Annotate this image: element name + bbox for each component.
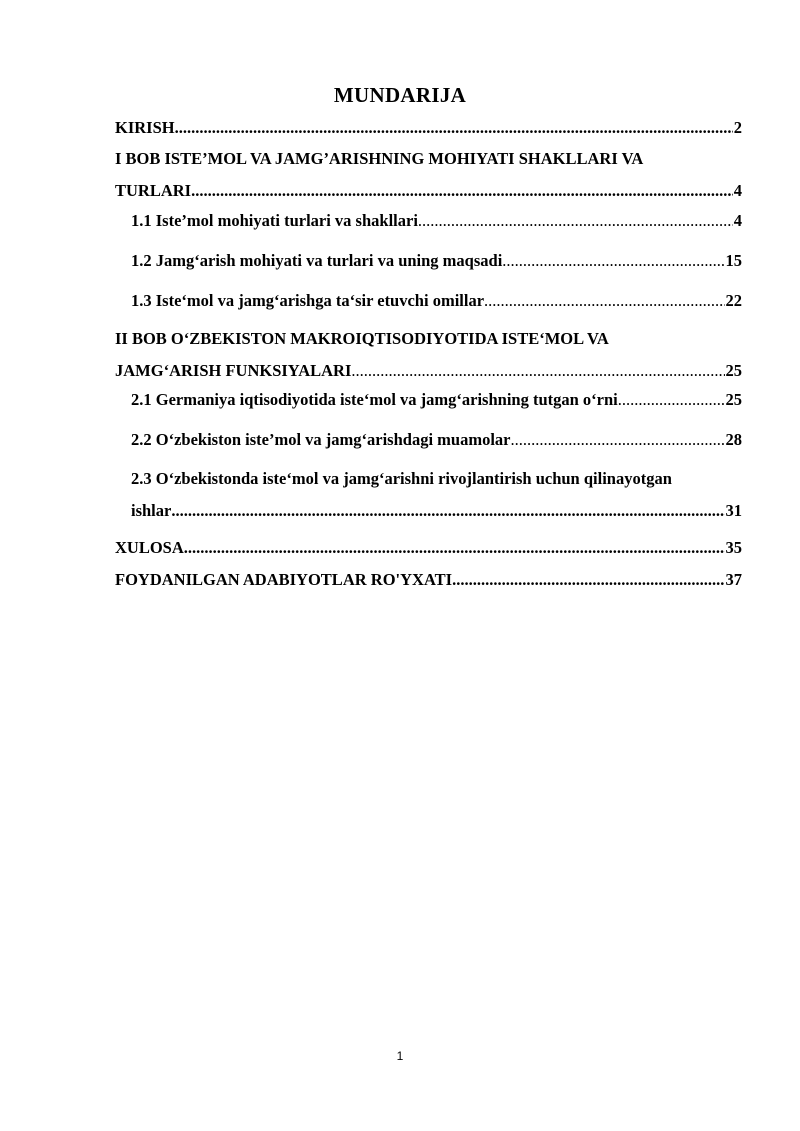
toc-entry-page: 28 <box>725 430 742 449</box>
toc-entry-page: 31 <box>725 501 742 520</box>
dot-leader <box>484 291 724 311</box>
toc-chapter-2-line2[interactable] <box>115 361 742 381</box>
dot-leader <box>175 118 733 138</box>
toc-chapter-1-line1[interactable]: I BOB ISTE’MOL VA JAMG’ARISHNING MOHIYATI SHAKLLARI VA <box>115 149 644 168</box>
toc-section-1-1[interactable] <box>115 211 742 231</box>
toc-section-2-3-line2[interactable] <box>115 501 742 521</box>
toc-entry-page: 2 <box>733 118 742 137</box>
dot-leader <box>452 570 724 590</box>
toc-entry-page: 22 <box>725 291 742 310</box>
toc-section-1-3[interactable] <box>115 291 742 311</box>
dot-leader <box>351 361 724 381</box>
toc-entry-text: XULOSA <box>115 538 184 557</box>
dot-leader <box>171 501 724 521</box>
toc-chapter-1-line2[interactable] <box>115 181 742 201</box>
toc-entry-page: 15 <box>725 251 742 270</box>
toc-entry-text: TURLARI <box>115 181 192 200</box>
toc-entry-page: 35 <box>725 538 742 557</box>
toc-entry-page: 4 <box>733 211 742 230</box>
toc-entry-text: 2.1 Germaniya iqtisodiyotida iste‘mol va jamg‘arishning tutgan o‘rni <box>131 390 618 409</box>
toc-chapter-2-line1[interactable]: II BOB O‘ZBEKISTON MAKROIQTISODIYOTIDA ISTE‘MOL VA <box>115 329 609 348</box>
toc-entry-references[interactable] <box>115 570 742 590</box>
toc-entry-page: 37 <box>725 570 742 589</box>
dot-leader <box>191 181 733 201</box>
dot-leader <box>502 251 724 271</box>
toc-entry-text: JAMG‘ARISH FUNKSIYALARI <box>115 361 352 380</box>
toc-entry-text: 2.2 O‘zbekiston iste’mol va jamg‘arishdagi muamolar <box>131 430 511 449</box>
toc-entry-text: FOYDANILGAN ADABIYOTLAR RO'YXATI <box>115 570 453 589</box>
toc-entry-page: 25 <box>725 390 742 409</box>
toc-title: MUNDARIJA <box>333 83 467 107</box>
page-number: 1 <box>396 1049 404 1063</box>
toc-section-1-2[interactable] <box>115 251 742 271</box>
toc-entry-xulosa[interactable] <box>115 538 742 558</box>
table-of-contents <box>115 118 742 590</box>
toc-entry-kirish[interactable] <box>115 118 742 138</box>
toc-entry-text: 1.1 Iste’mol mohiyati turlari va shakllari <box>131 211 418 230</box>
toc-entry-text: 1.2 Jamg‘arish mohiyati va turlari va uning maqsadi <box>131 251 503 270</box>
toc-entry-page: 4 <box>733 181 742 200</box>
dot-leader <box>184 538 725 558</box>
toc-entry-text: ishlar <box>131 501 172 520</box>
toc-entry-page: 25 <box>725 361 742 380</box>
toc-entry-text: 1.3 Iste‘mol va jamg‘arishga ta‘sir etuvchi omillar <box>131 291 485 310</box>
toc-section-2-3-line1[interactable]: 2.3 O‘zbekistonda iste‘mol va jamg‘arishni rivojlantirish uchun qilinayotgan <box>131 469 672 488</box>
dot-leader <box>510 430 724 450</box>
dot-leader <box>618 390 725 410</box>
dot-leader <box>418 211 733 231</box>
toc-section-2-1[interactable] <box>115 390 742 410</box>
toc-section-2-2[interactable] <box>115 430 742 450</box>
toc-entry-text: KIRISH <box>115 118 175 137</box>
